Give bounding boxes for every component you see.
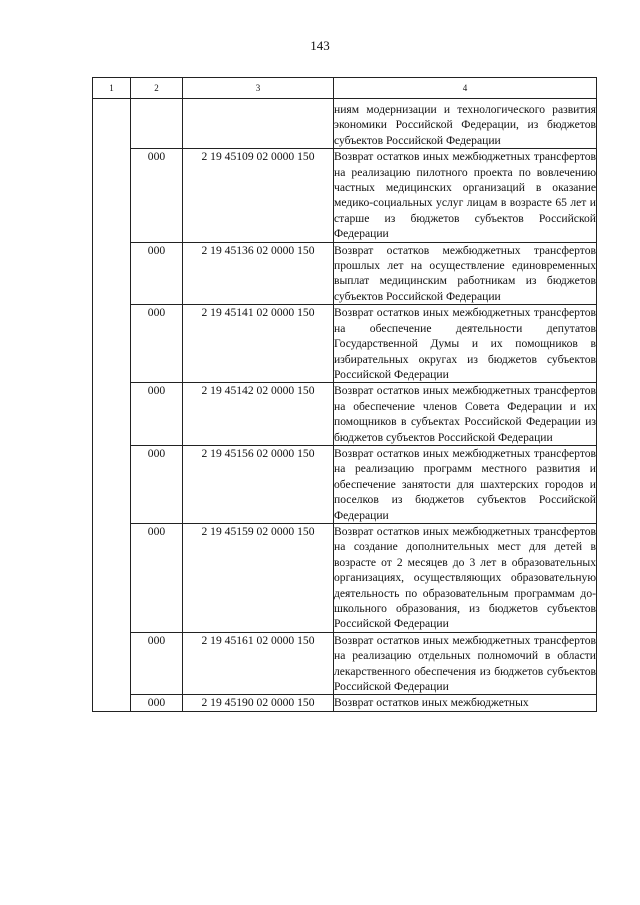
admin-code-cell: 000 <box>131 149 183 242</box>
budget-classification-table <box>92 77 597 712</box>
admin-code-cell: 000 <box>131 383 183 446</box>
name-cell: Возврат остатков иных межбюджетных трансфертов на реализацию пилотного проекта по вовлечению частных медицинских организаций в оказание медико-социальных услуг лицам в возрасте 65 лет и старше из бюджетов субъектов Российской Федерации <box>334 150 596 241</box>
column-header-1: 1 <box>93 78 131 99</box>
column-1-blank-cell <box>93 99 131 712</box>
admin-code-cell: 000 <box>131 523 183 632</box>
name-cell: Возврат остатков иных межбюджетных трансфертов на реализацию отдельных полномочий в области лекарственного обеспечения из бюджетов субъектов Российской Федерации <box>334 633 596 694</box>
kbk-code-cell: 2 19 45109 02 0000 150 <box>183 149 334 242</box>
table-row <box>93 305 597 383</box>
admin-code-cell: 000 <box>131 445 183 523</box>
column-header-3: 3 <box>183 78 334 99</box>
table-row <box>93 149 597 242</box>
admin-code-cell: 000 <box>131 632 183 695</box>
table-row <box>93 695 597 711</box>
kbk-code-cell: 2 19 45141 02 0000 150 <box>183 305 334 383</box>
kbk-code-cell: 2 19 45142 02 0000 150 <box>183 383 334 446</box>
name-cell: ниям модернизации и технологического развития экономики Российской Федерации, из бюджетов субъектов Российской Федерации <box>334 99 597 149</box>
admin-code-cell: 000 <box>131 242 183 305</box>
header-row <box>93 78 597 99</box>
kbk-code-cell: 2 19 45161 02 0000 150 <box>183 632 334 695</box>
kbk-code-cell: 2 19 45159 02 0000 150 <box>183 523 334 632</box>
kbk-code-cell <box>183 99 334 149</box>
name-cell: Возврат остатков иных межбюджетных трансфертов на реализацию программ местного развития и обеспечение занятости для шахтерских городов и поселков из бюджетов субъектов Российской Федерации <box>334 446 596 522</box>
name-cell: Возврат остатков межбюджетных трансфертов прошлых лет на осуществление единовременных выплат медицинским работникам из бюджетов субъектов Российской Федерации <box>334 243 596 303</box>
column-header-4: 4 <box>334 78 597 99</box>
table-row <box>93 523 597 632</box>
kbk-code-cell: 2 19 45156 02 0000 150 <box>183 445 334 523</box>
kbk-code-cell: 2 19 45190 02 0000 150 <box>183 695 334 711</box>
name-cell: Возврат остатков иных межбюджетных <box>334 695 597 711</box>
name-cell: Возврат остатков иных межбюджетных трансфертов на создание дополнительных мест для детей в возрасте от 2 месяцев до 3 лет в образовательных организациях, осуществляющих образовательную деятельность по образовательным программам дошкольного образования, из бюджетов субъектов Российской Федерации <box>334 524 596 631</box>
table-row-continuation <box>93 99 597 149</box>
table-row <box>93 445 597 523</box>
table-row <box>93 383 597 446</box>
column-header-2: 2 <box>131 78 183 99</box>
admin-code-cell: 000 <box>131 305 183 383</box>
admin-code-cell <box>131 99 183 149</box>
name-cell: Возврат остатков иных межбюджетных трансфертов на обеспечение деятельности депутатов Государственной Думы и их помощников в избирательных округах из бюджетов субъектов Российской Федерации <box>334 306 596 381</box>
kbk-code-cell: 2 19 45136 02 0000 150 <box>183 242 334 305</box>
table-row <box>93 242 597 305</box>
table-row <box>93 632 597 695</box>
name-cell: Возврат остатков иных межбюджетных трансфертов на обеспечение членов Совета Федерации и их помощников в субъектах Российской Федерации из бюджетов субъектов Российской Федерации <box>334 384 596 444</box>
page-number: 143 <box>310 38 330 53</box>
admin-code-cell: 000 <box>131 695 183 711</box>
